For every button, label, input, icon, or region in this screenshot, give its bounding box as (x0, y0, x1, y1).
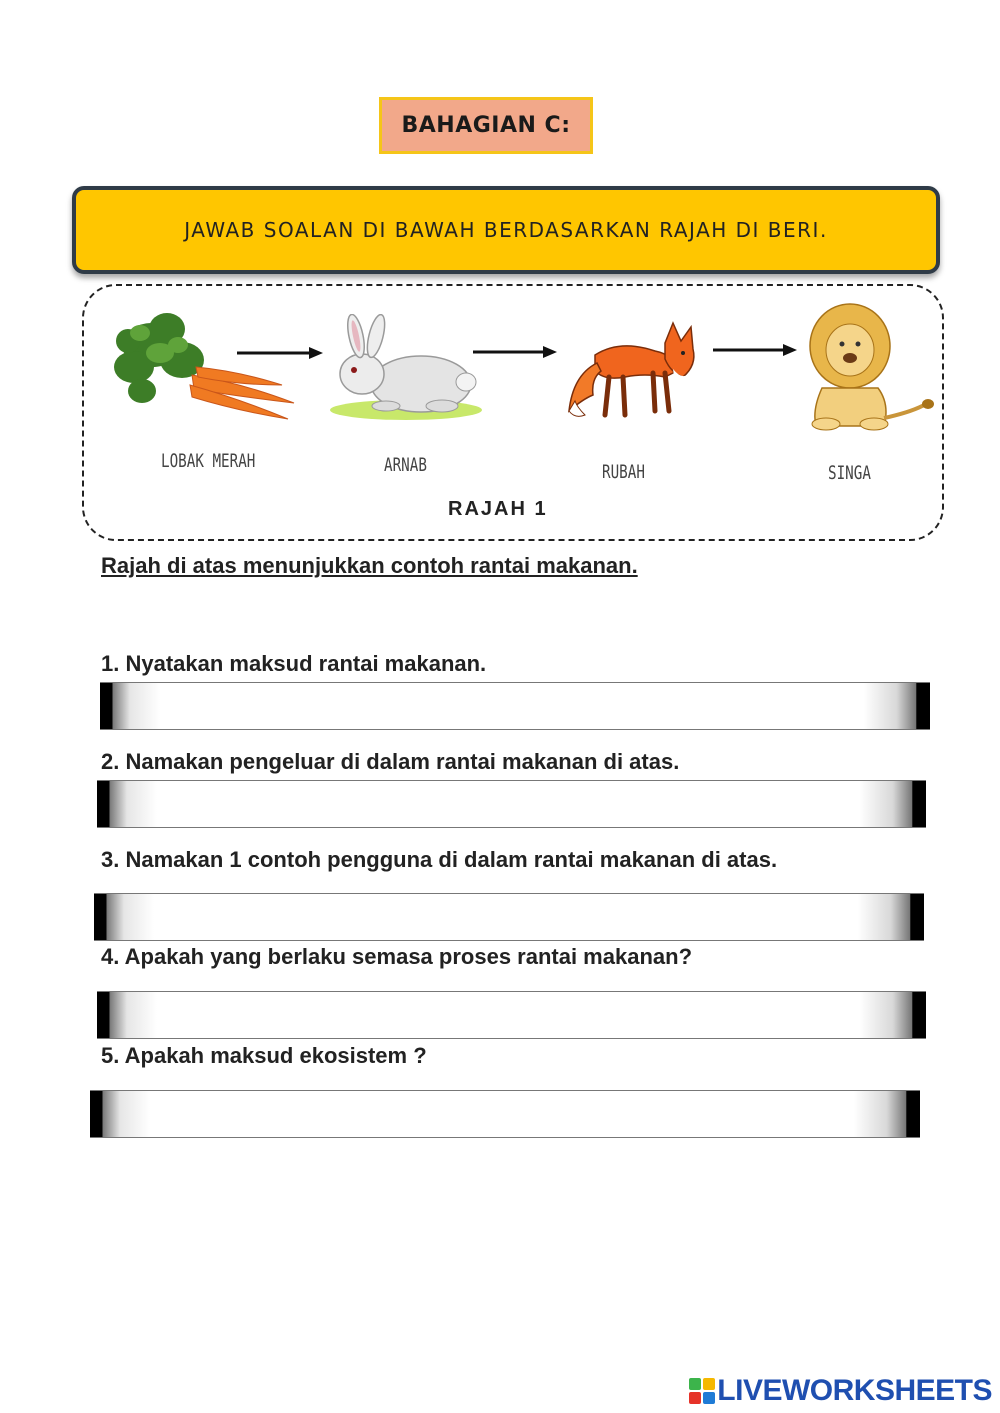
instruction-banner: JAWAB SOALAN DI BAWAH BERDASARKAN RAJAH DI BERI. (72, 186, 940, 274)
lion-icon (792, 300, 937, 435)
brand-name: LIVEWORKSHEETS (717, 1374, 992, 1407)
intro-text: Rajah di atas menunjukkan contoh rantai makanan. (101, 553, 638, 578)
arrow-icon (713, 342, 797, 358)
rabbit-icon (326, 314, 486, 424)
answer-input-2[interactable] (97, 780, 926, 828)
question-5: 5. Apakah maksud ekosistem ? (101, 1043, 427, 1068)
question-2: 2. Namakan pengeluar di dalam rantai makanan di atas. (101, 749, 680, 774)
organism-label: ARNAB (384, 454, 427, 476)
arrow-icon (237, 345, 323, 361)
organism-label: LOBAK MERAH (161, 450, 256, 472)
answer-input-3[interactable] (94, 893, 924, 941)
fox-icon (565, 315, 705, 425)
question-1: 1. Nyatakan maksud rantai makanan. (101, 651, 487, 676)
answer-input-5[interactable] (90, 1090, 920, 1138)
answer-input-1[interactable] (100, 682, 930, 730)
question-4: 4. Apakah yang berlaku semasa proses rantai makanan? (101, 944, 693, 969)
arrow-icon (473, 344, 557, 360)
figure-caption: RAJAH 1 (448, 498, 548, 520)
answer-input-4[interactable] (97, 991, 926, 1039)
section-title: BAHAGIAN C: (379, 97, 593, 154)
question-3: 3. Namakan 1 contoh pengguna di dalam rantai makanan di atas. (101, 847, 778, 872)
liveworksheets-logo-icon (689, 1378, 715, 1404)
liveworksheets-brand (689, 1374, 992, 1408)
carrot-icon (112, 305, 297, 435)
organism-label: SINGA (828, 462, 871, 484)
organism-label: RUBAH (602, 461, 645, 483)
